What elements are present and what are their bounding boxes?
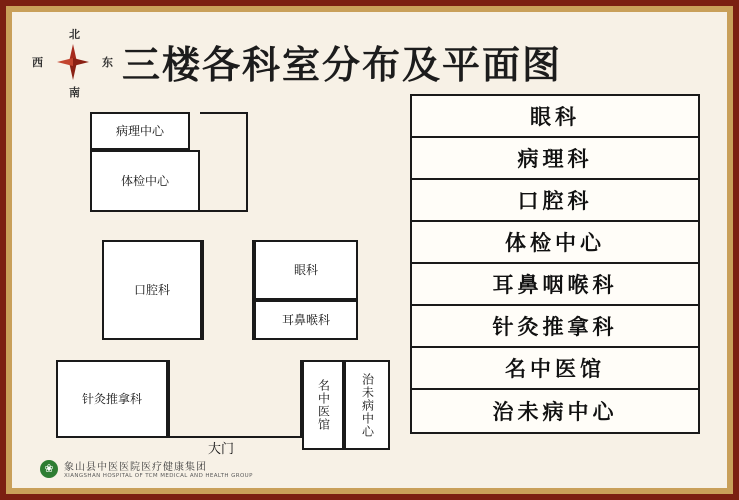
room-acupuncture-tuina[interactable]: 针灸推拿科 [56,360,168,438]
room-ent[interactable]: 耳鼻喉科 [254,300,358,340]
room-stomatology[interactable]: 口腔科 [102,240,202,340]
compass-label-west: 西 [32,56,43,69]
legend-item-pathology[interactable]: 病理科 [412,138,698,180]
room-pathology-center[interactable]: 病理中心 [90,112,190,150]
corridor-central [202,240,254,340]
legend-item-acupuncture-tuina[interactable]: 针灸推拿科 [412,306,698,348]
legend-item-physical-exam-center[interactable]: 体检中心 [412,222,698,264]
legend-item-ophthalmology[interactable]: 眼科 [412,96,698,138]
corridor-upper [200,112,248,212]
gate-label: 大门 [208,442,235,457]
compass-label-north: 北 [69,28,80,41]
legend-item-famous-tcm-clinic[interactable]: 名中医馆 [412,348,698,390]
legend-item-preventive-treatment-center[interactable]: 治未病中心 [492,400,618,424]
room-physical-exam-center[interactable]: 体检中心 [90,150,200,212]
compass-label-east: 东 [102,56,113,69]
poster-content [12,12,727,488]
footer-org-name-cn: 象山县中医医院医疗健康集团 [64,462,207,473]
compass-star-icon [57,44,89,80]
legend-item-ent[interactable]: 耳鼻咽喉科 [412,264,698,306]
room-ophthalmology[interactable]: 眼科 [254,240,358,300]
department-legend [410,94,700,434]
footer-branding [40,458,253,479]
compass-rose [30,26,116,98]
footer-org-name-en: XIANGSHAN HOSPITAL OF TCM MEDICAL AND HEALTH GROUP [64,473,253,479]
page-title: 三楼各科室分布及平面图 [122,43,563,87]
legend-item-stomatology[interactable]: 口腔科 [412,180,698,222]
room-preventive-treatment-center[interactable]: 治未病中心 [344,360,390,450]
footer-text [64,458,253,479]
compass-label-south: 南 [69,86,80,99]
hospital-logo-icon: ❀ [40,460,58,478]
corridor-lower [168,360,302,438]
room-famous-tcm-clinic[interactable]: 名中医馆 [302,360,344,450]
